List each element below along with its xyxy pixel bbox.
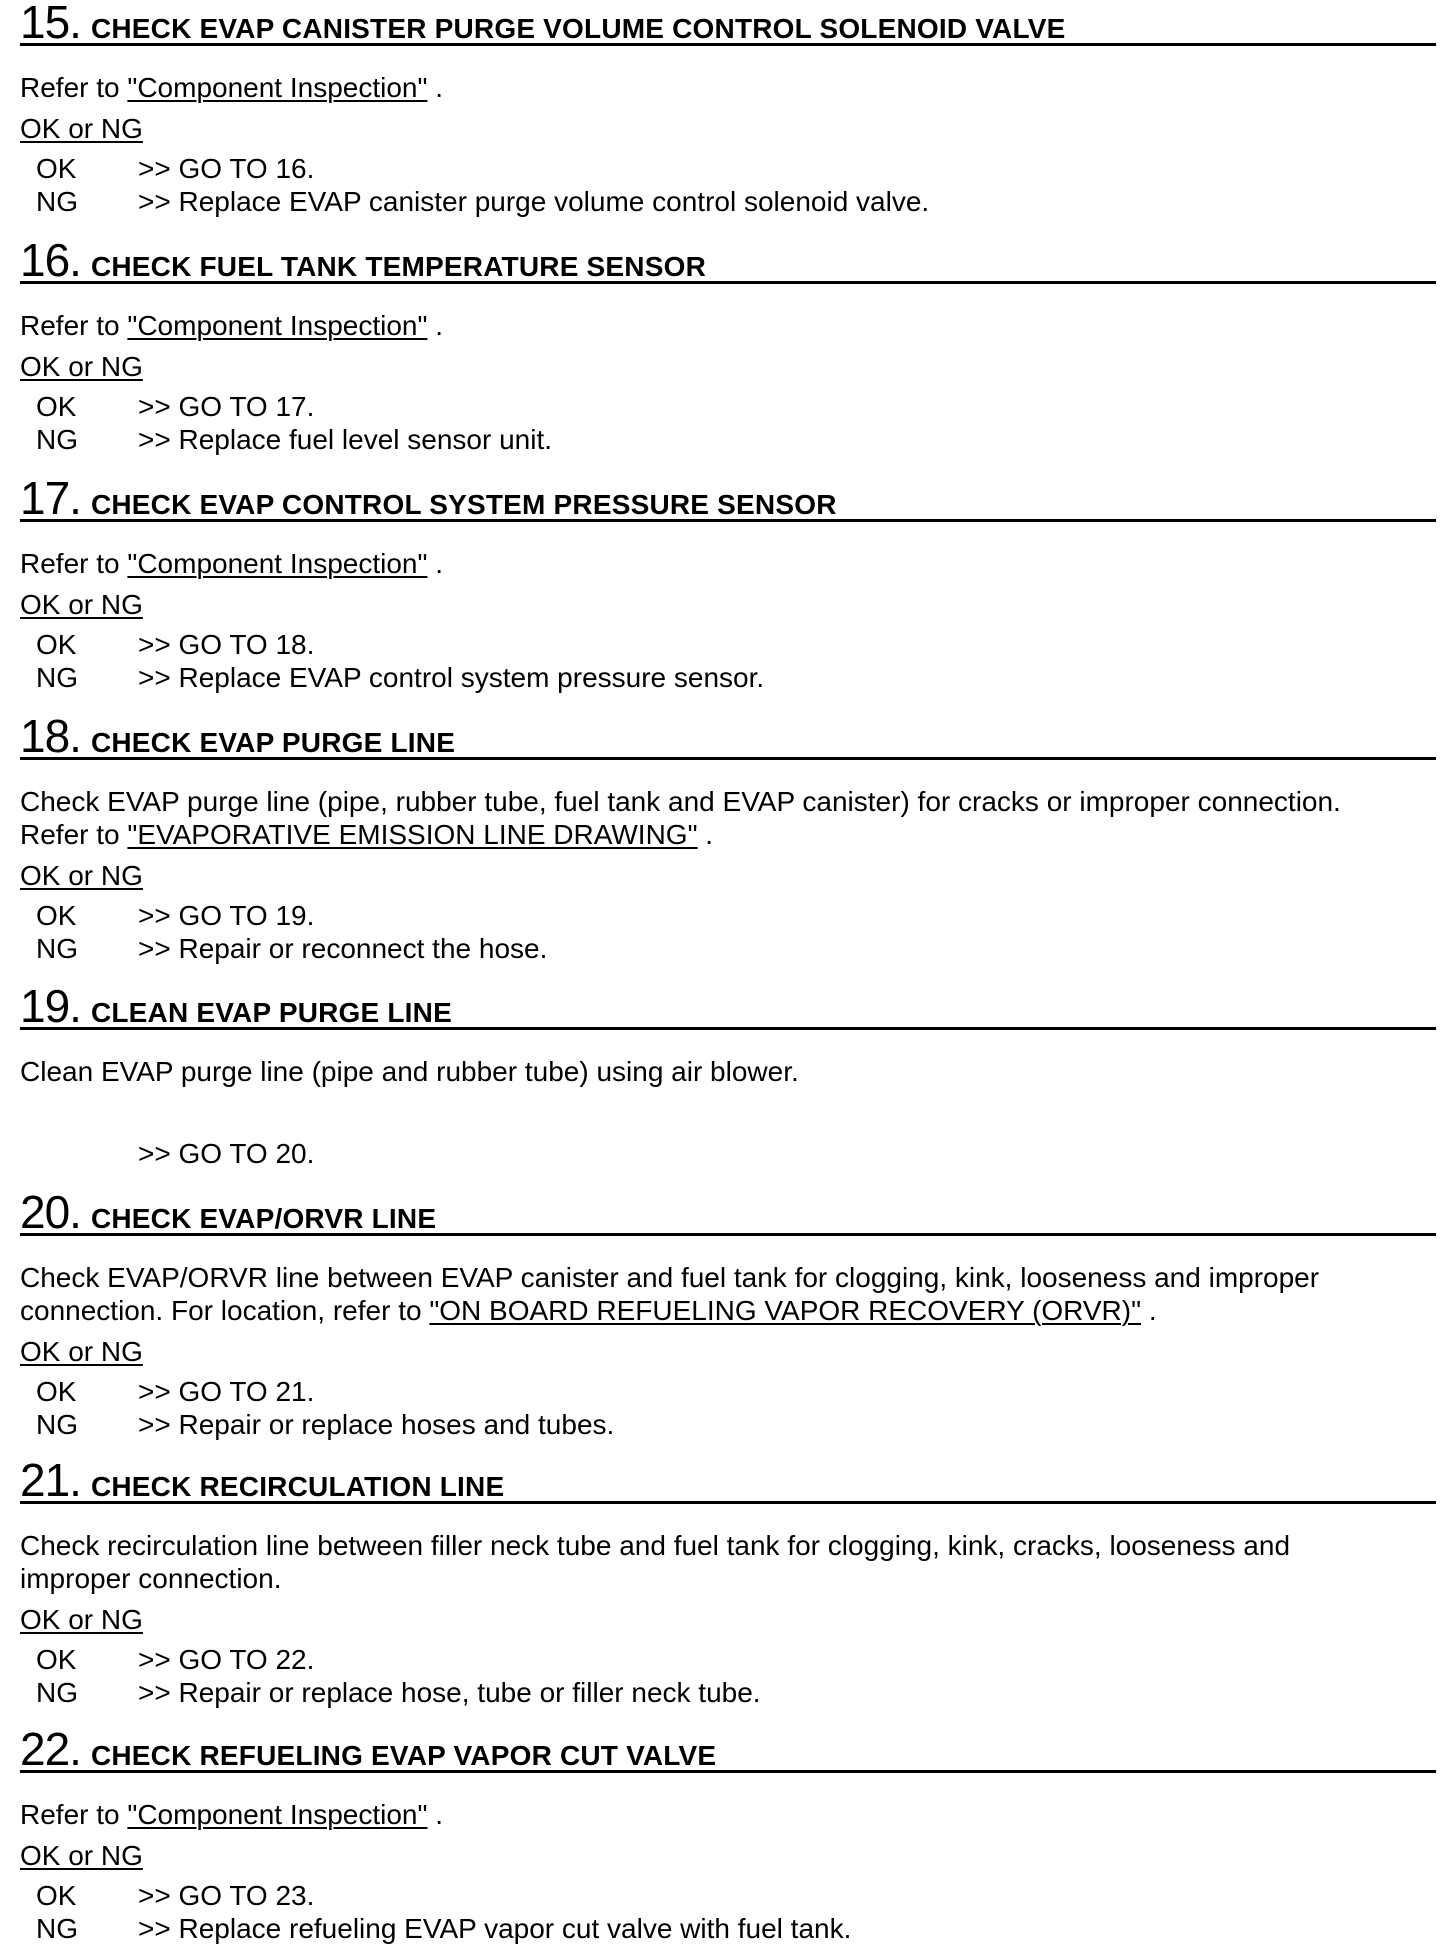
- step-title: CHECK EVAP PURGE LINE: [90, 727, 456, 758]
- ok-label: OK: [36, 1644, 77, 1675]
- step-header: [20, 0, 1436, 46]
- ok-action: >> GO TO 19.: [138, 900, 315, 931]
- component-inspection-link[interactable]: "Component Inspection": [127, 548, 428, 579]
- component-inspection-link[interactable]: "Component Inspection": [127, 310, 428, 341]
- step-header: [20, 1186, 1436, 1238]
- step-19: [20, 980, 1436, 1169]
- step-16: [20, 234, 1436, 455]
- orvr-link[interactable]: "ON BOARD REFUELING VAPOR RECOVERY (ORVR)": [429, 1295, 1142, 1326]
- ok-action: >> GO TO 23.: [138, 1880, 315, 1911]
- body-text-continued: improper connection.: [20, 1563, 282, 1594]
- step-header: [20, 472, 1436, 524]
- ok-label: OK: [36, 1880, 77, 1911]
- ng-action: >> Replace EVAP control system pressure sensor.: [138, 662, 765, 693]
- ng-label: NG: [36, 1677, 78, 1708]
- step-title: CHECK EVAP CANISTER PURGE VOLUME CONTROL SOLENOID VALVE: [90, 13, 1066, 44]
- step-number: 20.: [20, 1186, 81, 1238]
- step-number: 22.: [20, 1723, 81, 1775]
- ng-label: NG: [36, 424, 78, 455]
- step-title: CLEAN EVAP PURGE LINE: [90, 997, 452, 1028]
- ng-label: NG: [36, 933, 78, 964]
- ng-label: NG: [36, 662, 78, 693]
- step-header: [20, 980, 1436, 1032]
- ng-action: >> Repair or replace hoses and tubes.: [138, 1409, 615, 1440]
- step-number: 19.: [20, 980, 81, 1032]
- ng-action: >> Replace fuel level sensor unit.: [138, 424, 553, 455]
- step-20: [20, 1186, 1436, 1440]
- refer-line: Refer to "Component Inspection" .: [20, 310, 444, 341]
- body-text-continued: connection. For location, refer to "ON BOARD REFUELING VAPOR RECOVERY (ORVR)" .: [20, 1295, 1157, 1326]
- ok-or-ng-label: OK or NG: [20, 351, 143, 382]
- ok-label: OK: [36, 1376, 77, 1407]
- step-18: [20, 710, 1436, 964]
- step-number: 21.: [20, 1454, 81, 1506]
- evaporative-emission-line-drawing-link[interactable]: "EVAPORATIVE EMISSION LINE DRAWING": [127, 819, 698, 850]
- step-title: CHECK REFUELING EVAP VAPOR CUT VALVE: [90, 1740, 717, 1771]
- ok-or-ng-label: OK or NG: [20, 860, 143, 891]
- step-header: [20, 1723, 1436, 1775]
- refer-line: Refer to "EVAPORATIVE EMISSION LINE DRAWING" .: [20, 819, 714, 850]
- refer-line: Refer to "Component Inspection" .: [20, 1799, 444, 1830]
- step-15: [20, 0, 1436, 217]
- ok-action: >> GO TO 16.: [138, 153, 315, 184]
- body-text: Check EVAP purge line (pipe, rubber tube, fuel tank and EVAP canister) for cracks or improper connection.: [20, 786, 1341, 817]
- action-text: >> GO TO 20.: [138, 1138, 315, 1169]
- step-21: [20, 1454, 1436, 1708]
- ok-action: >> GO TO 18.: [138, 629, 315, 660]
- step-header: [20, 710, 1436, 762]
- ok-action: >> GO TO 22.: [138, 1644, 315, 1675]
- ok-label: OK: [36, 153, 77, 184]
- step-header: [20, 1454, 1436, 1506]
- step-header: [20, 234, 1436, 286]
- body-text: Check recirculation line between filler neck tube and fuel tank for clogging, kink, cracks, looseness and: [20, 1530, 1291, 1561]
- ok-or-ng-label: OK or NG: [20, 113, 143, 144]
- step-title: CHECK RECIRCULATION LINE: [90, 1471, 505, 1502]
- ng-label: NG: [36, 1913, 78, 1944]
- ok-action: >> GO TO 17.: [138, 391, 315, 422]
- ok-or-ng-label: OK or NG: [20, 1336, 143, 1367]
- body-text: Check EVAP/ORVR line between EVAP canister and fuel tank for clogging, kink, looseness and improper: [20, 1262, 1320, 1293]
- step-number: 16.: [20, 234, 81, 286]
- component-inspection-link[interactable]: "Component Inspection": [127, 1799, 428, 1830]
- step-number: 18.: [20, 710, 81, 762]
- step-17: [20, 472, 1436, 693]
- ng-action: >> Repair or replace hose, tube or filler neck tube.: [138, 1677, 761, 1708]
- step-title: CHECK EVAP/ORVR LINE: [90, 1203, 437, 1234]
- ok-or-ng-label: OK or NG: [20, 1840, 143, 1871]
- refer-line: Refer to "Component Inspection" .: [20, 548, 444, 579]
- component-inspection-link[interactable]: "Component Inspection": [127, 72, 428, 103]
- ng-action: >> Replace EVAP canister purge volume control solenoid valve.: [138, 186, 930, 217]
- ok-action: >> GO TO 21.: [138, 1376, 315, 1407]
- ok-label: OK: [36, 629, 77, 660]
- ok-label: OK: [36, 391, 77, 422]
- ng-action: >> Repair or reconnect the hose.: [138, 933, 548, 964]
- step-number: 15.: [20, 0, 81, 48]
- step-title: CHECK EVAP CONTROL SYSTEM PRESSURE SENSOR: [90, 489, 837, 520]
- body-text: Clean EVAP purge line (pipe and rubber tube) using air blower.: [20, 1056, 799, 1087]
- step-number: 17.: [20, 472, 81, 524]
- ok-label: OK: [36, 900, 77, 931]
- ng-action: >> Replace refueling EVAP vapor cut valve with fuel tank.: [138, 1913, 852, 1944]
- step-22: [20, 1723, 1436, 1944]
- ok-or-ng-label: OK or NG: [20, 1604, 143, 1635]
- ng-label: NG: [36, 186, 78, 217]
- ok-or-ng-label: OK or NG: [20, 589, 143, 620]
- refer-line: Refer to "Component Inspection" .: [20, 72, 444, 103]
- step-title: CHECK FUEL TANK TEMPERATURE SENSOR: [90, 251, 707, 282]
- ng-label: NG: [36, 1409, 78, 1440]
